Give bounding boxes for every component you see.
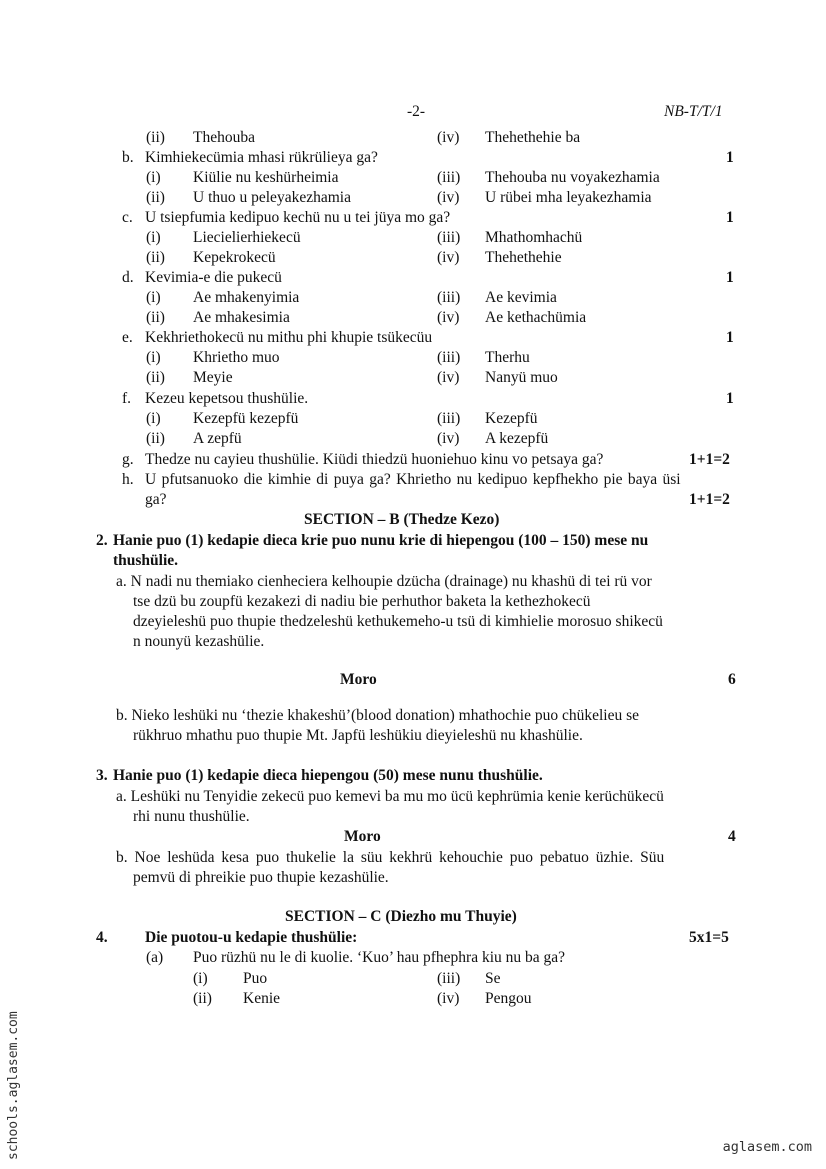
option-num: (iii) [437,970,461,987]
item-text: Kimhiekecümia mhasi rükrülieya ga? [145,149,378,166]
option-text: Thehouba nu voyakezhamia [485,169,660,186]
item-marks: 1 [726,329,734,346]
option-num: (iii) [437,169,461,186]
option-num: (i) [146,289,161,306]
item-letter: h. [122,471,134,488]
q2a-line: a. N nadi nu themiako cienheciera kelhoupie dzücha (drainage) nu khashü di tei rü vor [116,573,652,590]
option-text: Kiülie nu keshürheimia [193,169,339,186]
option-num: (iv) [437,369,460,386]
sub-label: (a) [146,949,164,966]
option-text: Ae mhakesimia [193,309,290,326]
option-num: (iv) [437,129,460,146]
option-text: A kezepfü [485,430,549,447]
option-num: (iii) [437,229,461,246]
option-text: Kenie [243,990,281,1007]
q3b-line: b. Noe leshüda kesa puo thukelie la süu kekhrü kehouchie puo pebatuo üzhie. Süu [116,849,665,866]
paper-code: NB-T/T/1 [664,103,723,120]
option-text: Puo [243,970,268,987]
option-num: (i) [146,349,161,366]
item-letter: b. [122,149,134,166]
q3a-line: rhi nunu thushülie. [133,808,250,825]
question-marks: 4 [728,828,736,845]
item-text: Kezeu kepetsou thushülie. [145,390,309,407]
option-text: Thehethehie ba [485,129,581,146]
option-text: Se [485,970,501,987]
option-num: (i) [146,169,161,186]
question-marks: 5x1=5 [689,929,729,946]
option-num: (ii) [146,369,165,386]
option-text: Mhathomhachü [485,229,583,246]
q3a-line: a. Leshüki nu Tenyidie zekecü puo kemevi ba mu mo ücü kephrümia kenie kerüchükecü [116,788,664,805]
question-instruction: Die puotou-u kedapie thushülie: [145,929,358,946]
page-number: -2- [407,103,426,120]
option-num: (iii) [437,410,461,427]
option-text: Kepekrokecü [193,249,276,266]
option-num: (i) [193,970,208,987]
question-number: 3. [96,767,108,784]
option-num: (iv) [437,309,460,326]
q2a-line: n nounyü kezashülie. [133,633,265,650]
option-text: Khrietho muo [193,349,280,366]
option-text: Nanyü muo [485,369,558,386]
question-number: 4. [96,929,108,946]
option-text: Therhu [485,349,530,366]
option-text: Liecielierhiekecü [193,229,301,246]
option-text: U thuo u peleyakezhamia [193,189,351,206]
option-text: Ae kethachümia [485,309,587,326]
option-num: (iii) [437,349,461,366]
item-text: Kevimia-e die pukecü [145,269,282,286]
item-marks: 1+1=2 [689,451,730,468]
option-text: U rübei mha leyakezhamia [485,189,652,206]
option-text: Pengou [485,990,532,1007]
option-text: Kezepfü kezepfü [193,410,299,427]
item-marks: 1 [726,390,734,407]
item-text: U tsiepfumia kedipuo kechü nu u tei jüya mo ga? [145,209,451,226]
item-marks: 1 [726,209,734,226]
item-text: Kekhriethokecü nu mithu phi khupie tsükecüu [145,329,433,346]
option-text: Thehethehie [485,249,562,266]
option-num: (i) [146,410,161,427]
question-number: 2. [96,532,108,549]
question-instruction-cont: thushülie. [113,552,179,569]
option-num: (ii) [146,430,165,447]
bottom-watermark: aglasem.com [722,1139,812,1155]
item-text: Thedze nu cayieu thushülie. Kiüdi thiedzü huoniehuo kinu vo petsaya ga? [145,451,604,468]
section-c-heading: SECTION – C (Diezho mu Thuyie) [285,908,517,925]
section-b-heading: SECTION – B (Thedze Kezo) [304,511,500,528]
item-letter: d. [122,269,134,286]
q3b-line: pemvü di phreikie puo thupie kezashülie. [133,869,389,886]
option-num: (ii) [146,309,165,326]
option-num: (ii) [146,129,165,146]
option-text: Meyie [193,369,233,386]
or-label: Moro [344,828,381,845]
option-text: Ae kevimia [485,289,557,306]
option-num: (ii) [193,990,212,1007]
option-num: (iv) [437,249,460,266]
item-letter: g. [122,451,134,468]
option-num: (iii) [437,289,461,306]
q2b-line: b. Nieko leshüki nu ‘thezie khakeshü’(blood donation) mhathochie puo chükelieu se [116,707,639,724]
option-num: (iv) [437,430,460,447]
option-text: A zepfü [193,430,242,447]
item-marks: 1 [726,149,734,166]
option-text: Thehouba [193,129,255,146]
q2b-line: rükhruo mhathu puo thupie Mt. Japfü leshükiu dieyieleshü nu khashülie. [133,727,583,744]
option-num: (iv) [437,990,460,1007]
sub-text: Puo rüzhü nu le di kuolie. ‘Kuo’ hau pfhephra kiu nu ba ga? [193,949,566,966]
option-num: (ii) [146,249,165,266]
or-label: Moro [340,671,377,688]
item-text-cont: ga? [145,491,167,508]
option-num: (ii) [146,189,165,206]
side-watermark: schools.aglasem.com [6,1011,21,1160]
question-instruction: Hanie puo (1) kedapie dieca krie puo nunu krie di hiepengou (100 – 150) mese nu [113,532,649,549]
option-text: Kezepfü [485,410,538,427]
option-num: (iv) [437,189,460,206]
item-letter: c. [122,209,133,226]
item-letter: f. [122,390,132,407]
q2a-line: dzeyieleshü puo thupie thedzeleshü kethukemeho-u tsü di kimhielie morosuo shikecü [133,613,663,630]
question-marks: 6 [728,671,736,688]
item-text: U pfutsanuoko die kimhie di puya ga? Khrietho nu kedipuo kepfhekho pie baya üsi [145,471,681,488]
item-marks: 1 [726,269,734,286]
q2a-line: tse dzü bu zoupfü kezakezi di nadiu bie perhuthor baketa la kethezhokecü [133,593,591,610]
option-num: (i) [146,229,161,246]
question-instruction: Hanie puo (1) kedapie dieca hiepengou (50) mese nunu thushülie. [113,767,543,784]
item-marks: 1+1=2 [689,491,730,508]
item-letter: e. [122,329,133,346]
option-text: Ae mhakenyimia [193,289,300,306]
